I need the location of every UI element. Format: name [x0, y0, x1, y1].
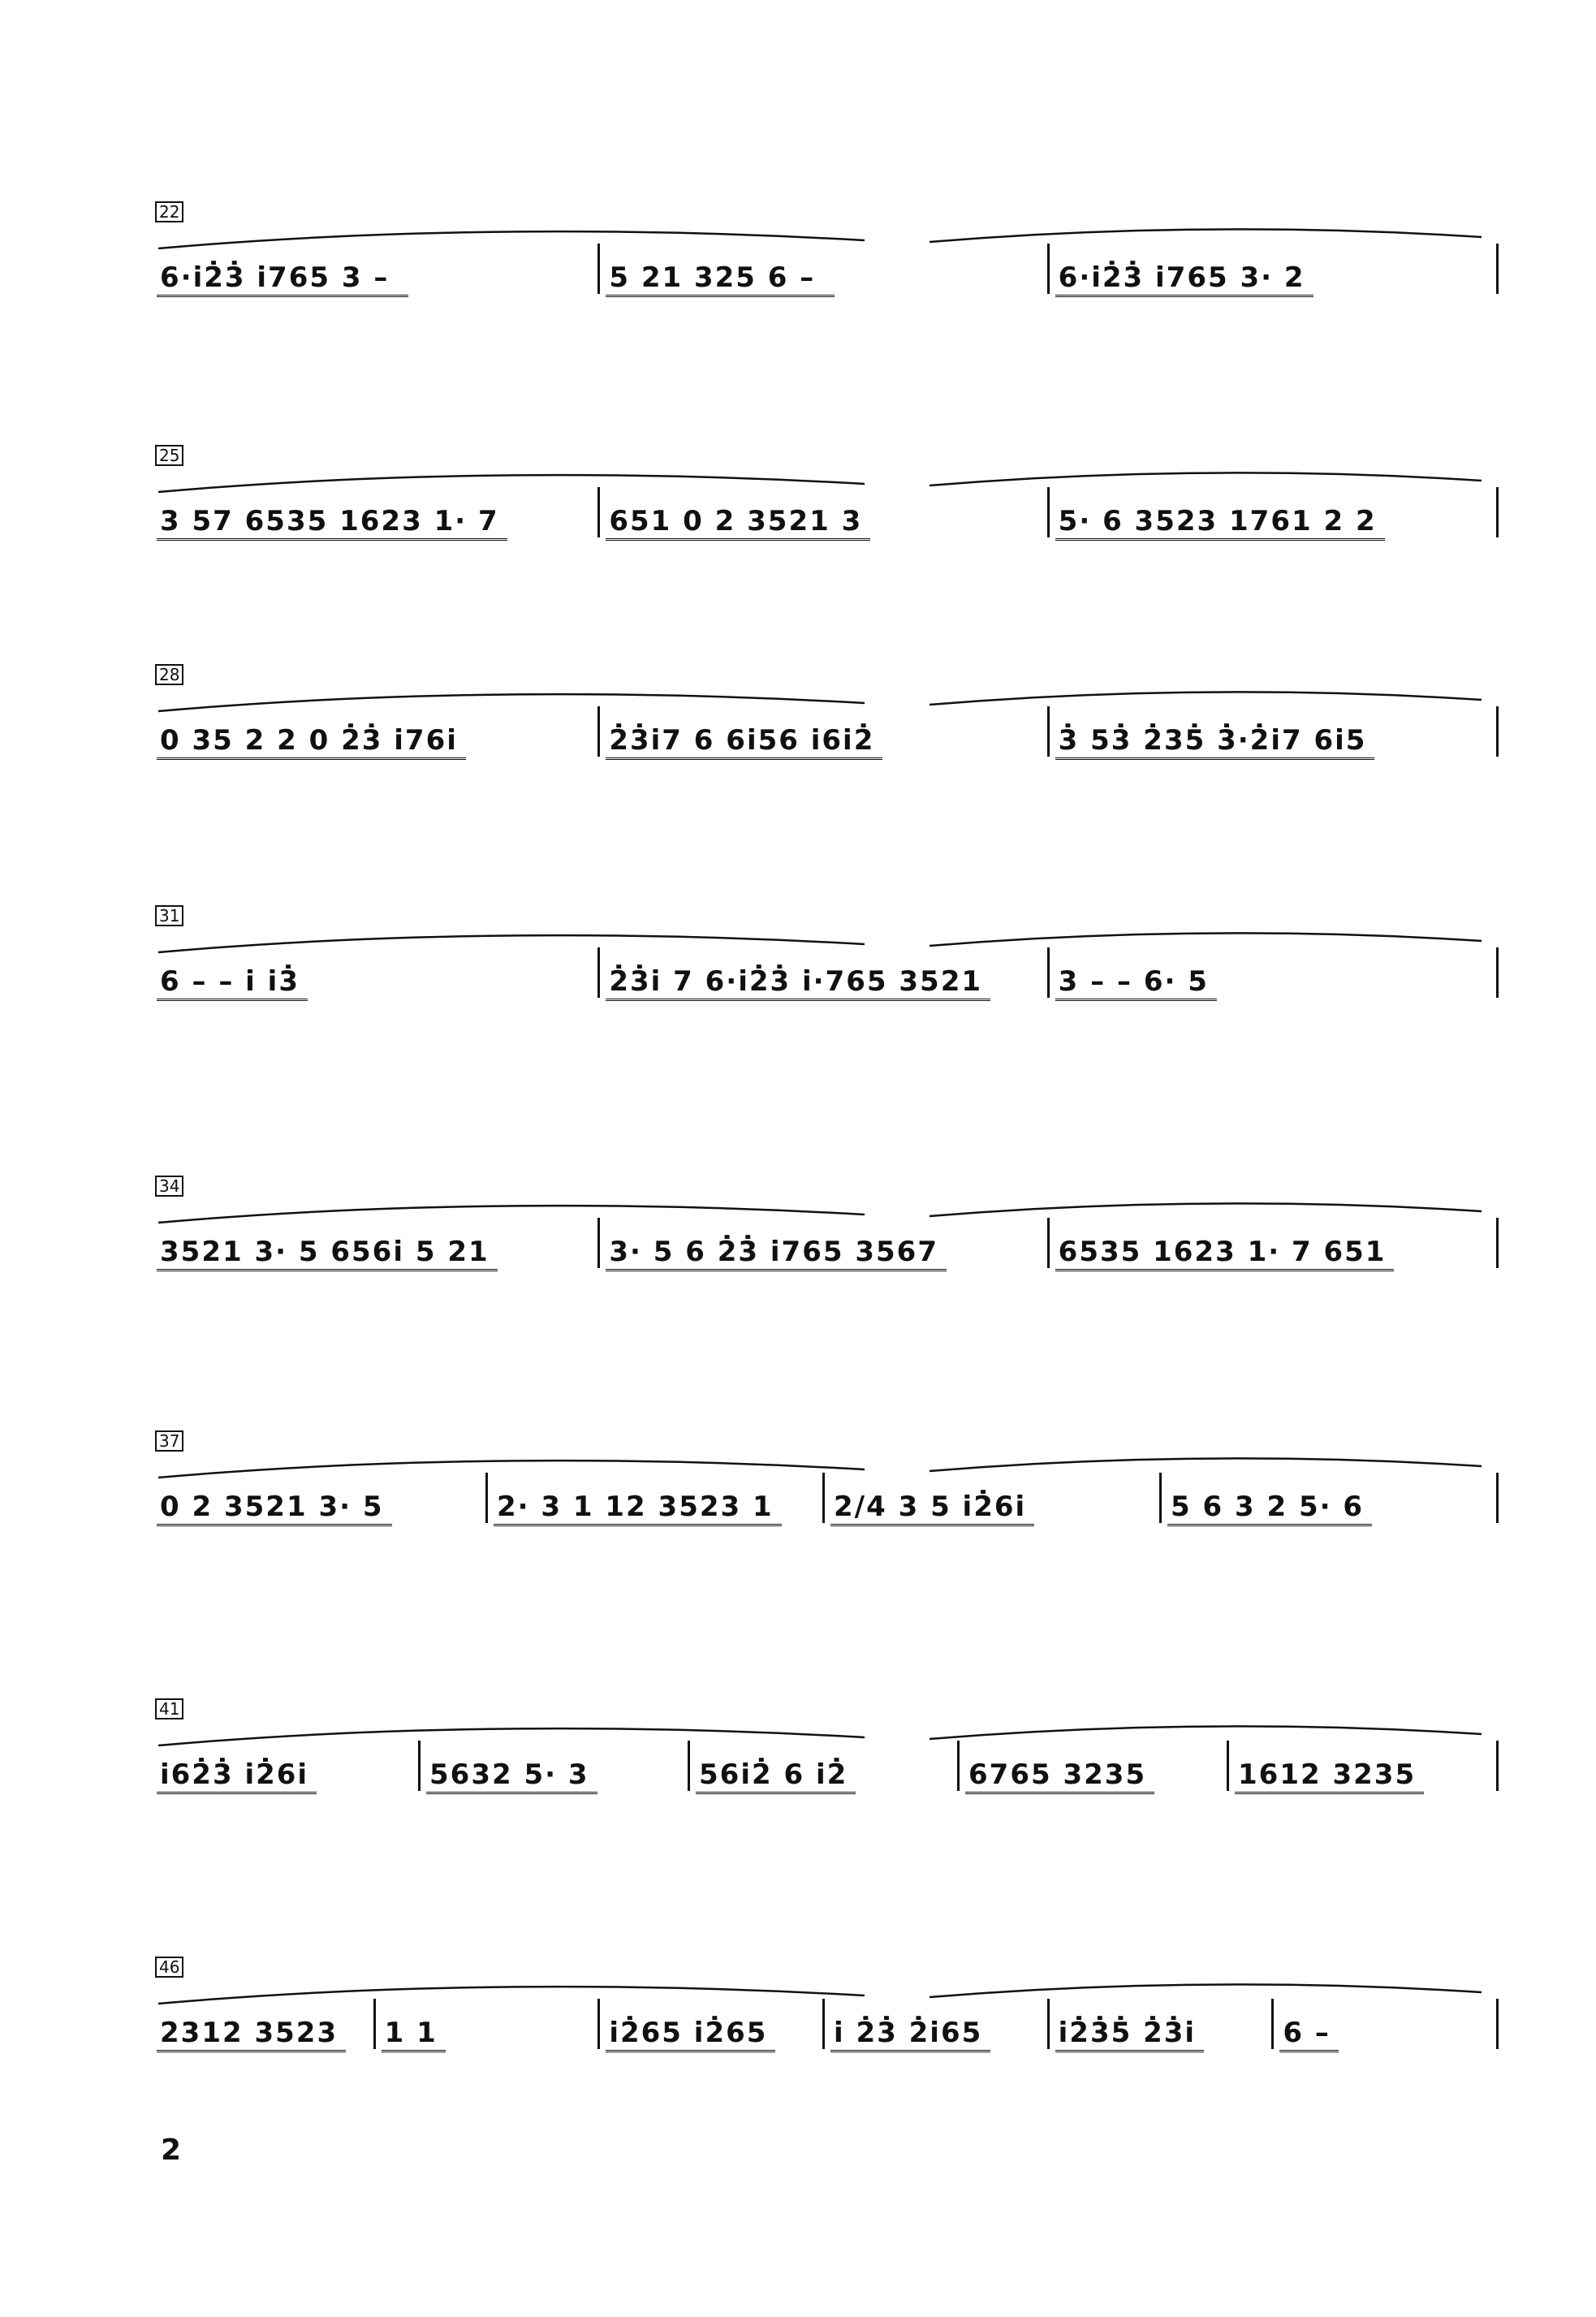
- barline: [597, 1218, 600, 1268]
- slur: [930, 1726, 1482, 1739]
- measure: [1279, 2004, 1491, 2052]
- measure: [606, 2004, 817, 2052]
- slur: [158, 1987, 865, 2004]
- measure: [830, 2004, 1042, 2052]
- barline: [822, 1473, 825, 1523]
- score-system: [150, 1698, 1514, 1796]
- measure: [606, 1223, 1042, 1271]
- notation-text: 1612 3235: [1235, 1758, 1424, 1794]
- measure-number: 31: [155, 905, 183, 926]
- notation-text: 6·i2̇3̇ i765 3· 2: [1055, 261, 1313, 297]
- measure-number: 41: [155, 1698, 183, 1719]
- measure-number: 37: [155, 1430, 183, 1452]
- notation-text: 5 21 325 6 –: [606, 261, 835, 297]
- slur: [930, 472, 1482, 485]
- barline: [1047, 487, 1050, 537]
- slur: [930, 1984, 1482, 1997]
- barline: [1047, 1218, 1050, 1268]
- measure: [157, 2004, 369, 2052]
- score-system: [150, 664, 1514, 762]
- measure: [1235, 1745, 1491, 1794]
- notation-text: 2/4 3 5 i2̇6i: [830, 1490, 1034, 1526]
- barline: [1271, 1999, 1274, 2049]
- barline: [1047, 1999, 1050, 2049]
- barline: [822, 1999, 825, 2049]
- barline: [597, 487, 600, 537]
- barline: [1496, 1473, 1499, 1523]
- measure: [157, 1478, 481, 1526]
- score-system: [150, 1176, 1514, 1273]
- notation-text: i2̇3̇5̇ 2̇3̇i: [1055, 2016, 1204, 2052]
- score-system: [150, 1430, 1514, 1528]
- notation-text: 6 – – i i3̇: [157, 964, 308, 1001]
- measure: [157, 248, 593, 297]
- measure: [965, 1745, 1222, 1794]
- measure-number: 22: [155, 201, 183, 222]
- notation-text: 2̇3̇i7 6 6i56 i6i2̇: [606, 723, 882, 760]
- measure: [494, 1478, 817, 1526]
- barline: [1047, 947, 1050, 998]
- measure: [606, 492, 1042, 541]
- slur: [158, 935, 865, 952]
- measure: [1055, 952, 1491, 1001]
- slur: [158, 475, 865, 492]
- barline: [597, 947, 600, 998]
- notation-text: i 2̇3̇ 2̇i65: [830, 2016, 990, 2052]
- barline: [1496, 706, 1499, 757]
- slur: [930, 933, 1482, 946]
- slur: [158, 231, 865, 248]
- measure: [426, 1745, 683, 1794]
- barline: [418, 1741, 421, 1791]
- slur: [930, 1458, 1482, 1471]
- measure: [1055, 1223, 1491, 1271]
- barline: [1496, 1218, 1499, 1268]
- measure-number: 25: [155, 445, 183, 466]
- notation-text: 0 35 2 2 0 2̇3̇ i76i: [157, 723, 466, 760]
- barline: [1159, 1473, 1162, 1523]
- barline: [597, 1999, 600, 2049]
- measure: [696, 1745, 952, 1794]
- measure: [1055, 492, 1491, 541]
- measure-number: 34: [155, 1176, 183, 1197]
- notation-text: 2312 3523: [157, 2016, 346, 2052]
- measure: [606, 248, 1042, 297]
- score-system: [150, 201, 1514, 299]
- measure: [382, 2004, 593, 2052]
- notation-text: 3· 5 6 2̇3̇ i765 3567: [606, 1235, 947, 1271]
- notation-text: 3̇ 53̇ 2̇35̇ 3̇·2̇i7 6i5: [1055, 723, 1375, 760]
- notation-text: 0 2 3521 3· 5: [157, 1490, 392, 1526]
- measure: [830, 1478, 1154, 1526]
- notation-text: 6·i2̇3̇ i765 3 –: [157, 261, 408, 297]
- barline: [373, 1999, 376, 2049]
- measure: [157, 952, 593, 1001]
- barline: [1496, 1999, 1499, 2049]
- measure: [1055, 2004, 1267, 2052]
- slur: [158, 1728, 865, 1745]
- barline: [1496, 244, 1499, 294]
- slur: [930, 229, 1482, 242]
- notation-text: 56i2̇ 6 i2̇: [696, 1758, 856, 1794]
- barline: [1227, 1741, 1229, 1791]
- measure: [157, 1223, 593, 1271]
- measure: [157, 711, 593, 760]
- measure: [157, 492, 593, 541]
- slur: [930, 692, 1482, 705]
- notation-text: i62̇3̇ i2̇6i: [157, 1758, 317, 1794]
- barline: [1496, 487, 1499, 537]
- notation-text: 3 57 6535 1623 1· 7: [157, 504, 507, 541]
- notation-text: 6 –: [1279, 2016, 1339, 2052]
- notation-text: i2̇65 i2̇65: [606, 2016, 775, 2052]
- notation-text: 2· 3 1 12 3523 1: [494, 1490, 782, 1526]
- measure: [157, 1745, 413, 1794]
- barline: [1047, 244, 1050, 294]
- barline: [1496, 1741, 1499, 1791]
- score-system: [150, 1957, 1514, 2054]
- page-number: 2: [161, 2134, 182, 2167]
- notation-text: 6535 1623 1· 7 651: [1055, 1235, 1395, 1271]
- slur: [930, 1203, 1482, 1216]
- barline: [1047, 706, 1050, 757]
- measure-number: 46: [155, 1957, 183, 1978]
- slur: [158, 694, 865, 711]
- notation-text: 3521 3· 5 656i 5 21: [157, 1235, 498, 1271]
- notation-text: 651 0 2 3521 3: [606, 504, 870, 541]
- notation-text: 5· 6 3523 1761 2 2: [1055, 504, 1385, 541]
- notation-text: 6765 3235: [965, 1758, 1154, 1794]
- measure: [606, 711, 1042, 760]
- notation-text: 3 – – 6· 5: [1055, 964, 1217, 1001]
- score-system: [150, 905, 1514, 1003]
- measure: [606, 952, 1042, 1001]
- measure: [1055, 248, 1491, 297]
- barline: [1496, 947, 1499, 998]
- slur: [158, 1461, 865, 1478]
- barline: [597, 244, 600, 294]
- barline: [957, 1741, 960, 1791]
- barline: [597, 706, 600, 757]
- measure-number: 28: [155, 664, 183, 685]
- score-system: [150, 445, 1514, 542]
- notation-text: 5632 5· 3: [426, 1758, 597, 1794]
- notation-text: 1 1: [382, 2016, 446, 2052]
- notation-text: 2̇3̇i 7 6·i2̇3̇ i·765 3521: [606, 964, 990, 1001]
- measure: [1055, 711, 1491, 760]
- barline: [485, 1473, 488, 1523]
- slur: [158, 1206, 865, 1223]
- notation-text: 5 6 3 2 5· 6: [1167, 1490, 1372, 1526]
- measure: [1167, 1478, 1491, 1526]
- barline: [688, 1741, 690, 1791]
